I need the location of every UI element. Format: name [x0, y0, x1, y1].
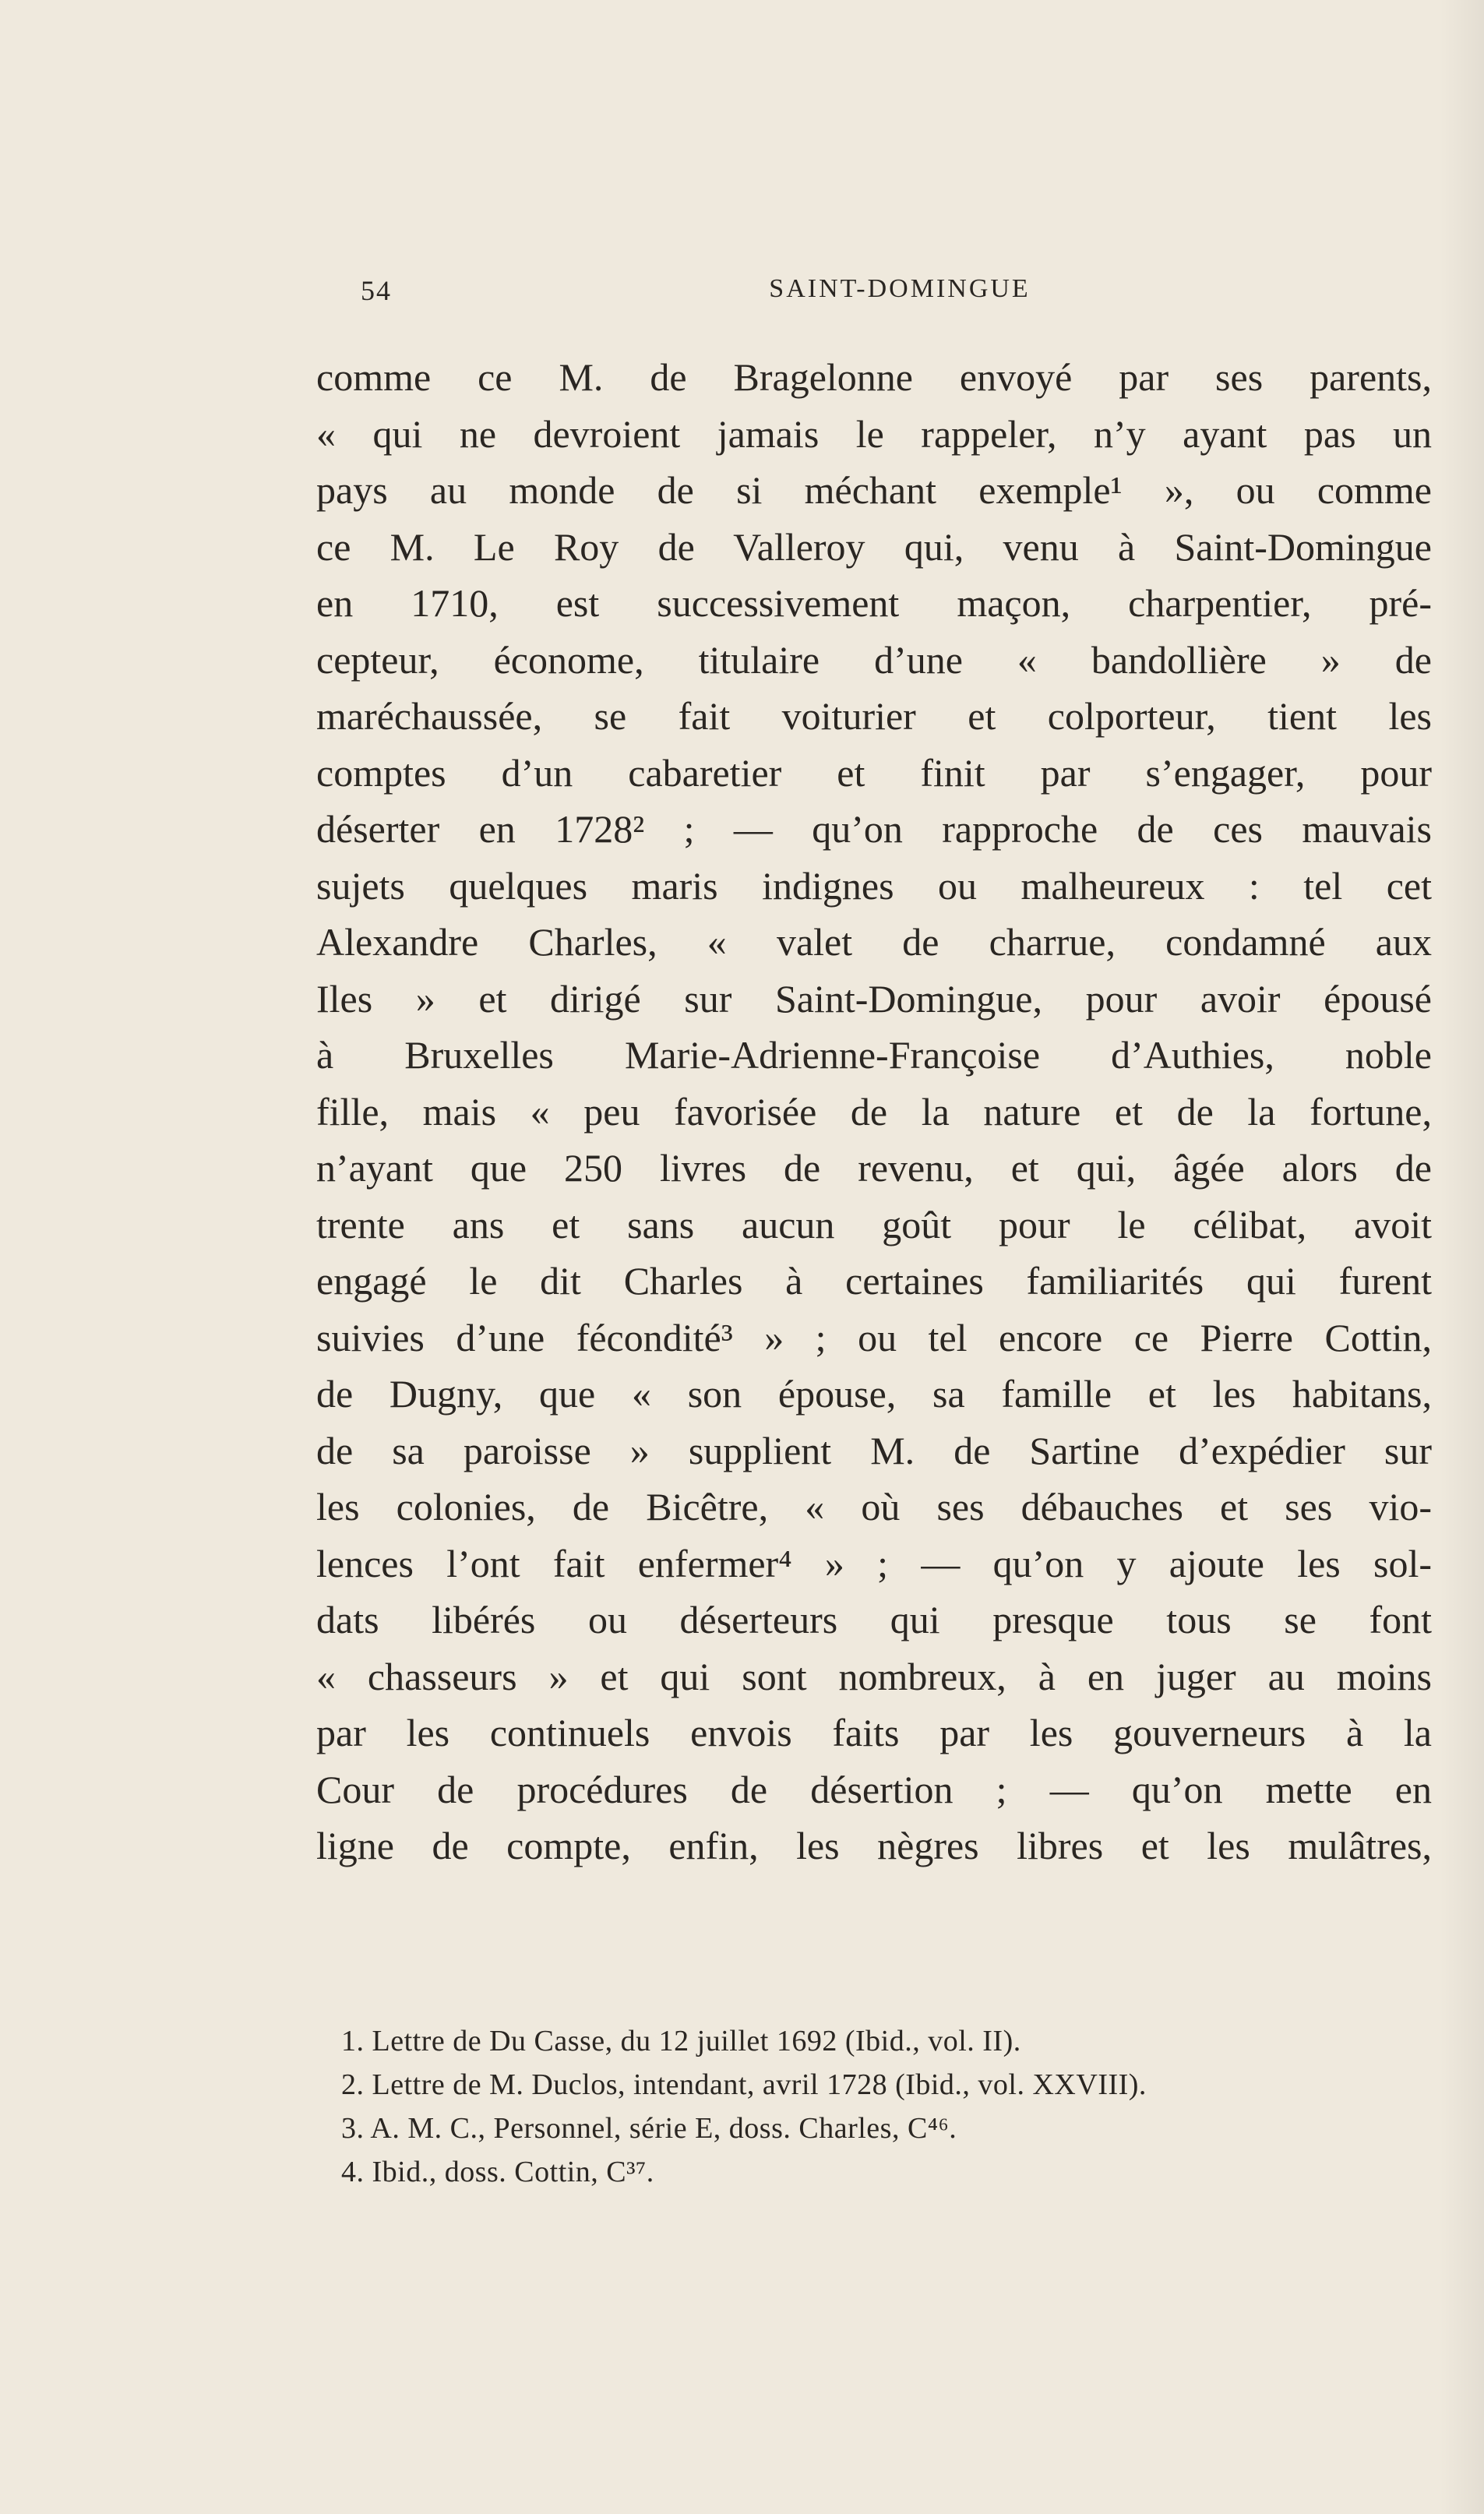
text-line: n’ayant que 250 livres de revenu, et qui, âgée alors de: [316, 1146, 1432, 1190]
footnote: 1. Lettre de Du Casse, du 12 juillet 1692 (Ibid., vol. II).: [341, 2025, 1021, 2057]
text-line: cepteur, économe, titulaire d’une « bandollière » de: [316, 637, 1432, 682]
text-line: de Dugny, que « son épouse, sa famille et les habitans,: [316, 1372, 1432, 1416]
text-line: Cour de procédures de désertion ; — qu’on mette en: [316, 1767, 1432, 1811]
text-line: engagé le dit Charles à certaines familiarités qui furent: [316, 1259, 1432, 1303]
text-line: trente ans et sans aucun goût pour le célibat, avoit: [316, 1202, 1432, 1246]
text-line: lences l’ont fait enfermer⁴ » ; — qu’on y ajoute les sol-: [316, 1541, 1432, 1585]
text-line: maréchaussée, se fait voiturier et colporteur, tient les: [316, 694, 1432, 738]
text-line: en 1710, est successivement maçon, charpentier, pré-: [316, 581, 1432, 625]
text-line: par les continuels envois faits par les gouverneurs à la: [316, 1711, 1432, 1754]
text-line: déserter en 1728² ; — qu’on rapproche de ces mauvais: [316, 807, 1432, 851]
body-text: [316, 349, 1432, 1874]
text-line: fille, mais « peu favorisée de la nature et de la fortune,: [316, 1089, 1432, 1134]
text-line: à Bruxelles Marie-Adrienne-Françoise d’Authies, noble: [316, 1033, 1432, 1077]
text-line: ce M. Le Roy de Valleroy qui, venu à Saint-Domingue: [316, 524, 1432, 569]
running-title: SAINT-DOMINGUE: [769, 274, 1031, 303]
text-line: Alexandre Charles, « valet de charrue, condamné aux: [316, 920, 1432, 964]
text-line: « qui ne devroient jamais le rappeler, n’y ayant pas un: [316, 411, 1432, 456]
text-line: dats libérés ou déserteurs qui presque tous se font: [316, 1598, 1432, 1641]
text-line: les colonies, de Bicêtre, « où ses débauches et ses vio-: [316, 1485, 1432, 1528]
text-line: suivies d’une fécondité³ » ; ou tel encore ce Pierre Cottin,: [316, 1315, 1432, 1359]
text-line: comptes d’un cabaretier et finit par s’engager, pour: [316, 750, 1432, 795]
footnotes: [341, 2019, 1432, 2194]
text-line: « chasseurs » et qui sont nombreux, à en juger au moins: [316, 1654, 1432, 1698]
text-line: de sa paroisse » supplient M. de Sartine d’expédier sur: [316, 1428, 1432, 1472]
page-header: [361, 274, 1439, 309]
footnote: 3. A. M. C., Personnel, série E, doss. Charles, C⁴⁶.: [341, 2112, 957, 2145]
text-line: comme ce M. de Bragelonne envoyé par ses parents,: [316, 355, 1432, 399]
text-line: Iles » et dirigé sur Saint-Domingue, pour avoir épousé: [316, 976, 1432, 1021]
footnote: 4. Ibid., doss. Cottin, C³⁷.: [341, 2156, 654, 2188]
text-line: pays au monde de si méchant exemple¹ », ou comme: [316, 468, 1432, 512]
page-number: 54: [361, 275, 392, 306]
footnote: 2. Lettre de M. Duclos, intendant, avril 1728 (Ibid., vol. XXVIII).: [341, 2068, 1147, 2101]
text-line: ligne de compte, enfin, les nègres libres et les mulâtres,: [316, 1824, 1432, 1867]
text-line: sujets quelques maris indignes ou malheureux : tel cet: [316, 863, 1432, 908]
